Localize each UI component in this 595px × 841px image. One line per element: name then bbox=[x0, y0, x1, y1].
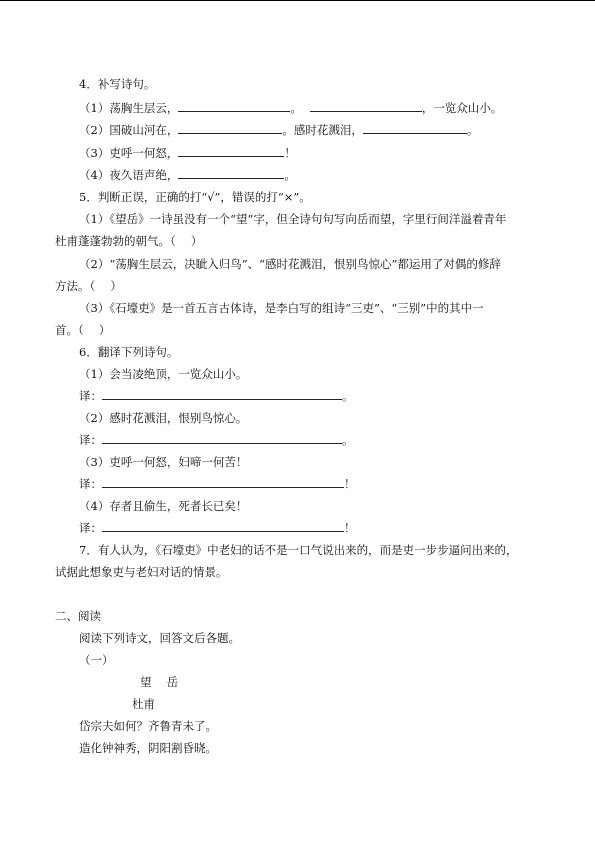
poem-title: 望 岳 bbox=[140, 675, 179, 689]
q6-translation-3: 译： ！ bbox=[79, 477, 356, 491]
q4-item-1-text: （1）荡胸生层云， bbox=[79, 101, 179, 115]
fill-blank[interactable] bbox=[310, 100, 422, 112]
fill-blank[interactable] bbox=[178, 100, 290, 112]
translation-blank[interactable] bbox=[102, 388, 342, 400]
q6-item-3: （3）吏呼一何怒，妇啼一何苦！ bbox=[79, 455, 248, 469]
poem-line-1: 岱宗夫如何？齐鲁青未了。 bbox=[79, 719, 217, 733]
fill-blank[interactable] bbox=[178, 145, 284, 157]
q6-item-2: （2）感时花溅泪，恨别鸟惊心。 bbox=[79, 411, 248, 425]
page-top-border bbox=[0, 0, 595, 1]
q5-item-2-line1: （2）“荡胸生层云，决眦入归鸟”、“感时花溅泪，恨别鸟惊心”都运用了对偶的修辞 bbox=[79, 257, 501, 271]
fill-blank[interactable] bbox=[178, 167, 284, 179]
translation-blank[interactable] bbox=[102, 476, 344, 488]
q6-heading: 6．翻译下列诗句。 bbox=[79, 345, 179, 359]
section-2-heading: 二、阅读 bbox=[55, 609, 101, 623]
q5-item-2-line2: 方法。（ ） bbox=[55, 279, 122, 293]
q5-item-1-line2: 杜甫蓬蓬勃勃的朝气。（ ） bbox=[55, 234, 203, 248]
translation-label: 译： bbox=[79, 477, 102, 491]
q4-item-2-text: （2）国破山河在， bbox=[79, 123, 179, 137]
q6-item-4: （4）存者且偷生，死者长已矣！ bbox=[79, 499, 248, 513]
translation-blank[interactable] bbox=[102, 432, 342, 444]
q6-translation-1: 译： 。 bbox=[79, 389, 354, 403]
q4-item-4-text: （4）夜久语声绝， bbox=[79, 168, 179, 182]
translation-blank[interactable] bbox=[102, 520, 344, 532]
q4-item-3-text: （3）吏呼一何怒， bbox=[79, 146, 179, 160]
q4-item-3: （3）吏呼一何怒， ！ bbox=[79, 146, 296, 160]
q4-item-4: （4）夜久语声绝， 。 bbox=[79, 168, 296, 182]
q5-heading: 5．判断正误，正确的打“√”，错误的打“×”。 bbox=[79, 190, 311, 204]
q4-item-1: （1）荡胸生层云， 。 ，一览众山小。 bbox=[79, 101, 503, 115]
q7-line1: 7．有人认为，《石壕吏》中老妇的话不是一口气说出来的，而是吏一步步逼问出来的， bbox=[79, 543, 518, 557]
translation-label: 译： bbox=[79, 521, 102, 535]
poem-line-2: 造化钟神秀，阴阳割昏晓。 bbox=[79, 741, 217, 755]
q6-item-1: （1）会当凌绝顶，一览众山小。 bbox=[79, 367, 248, 381]
passage-part-label: （一） bbox=[79, 653, 114, 667]
q5-item-3-line2: 首。（ ） bbox=[55, 323, 111, 337]
q5-item-3-line1: （3）《石壕吏》是一首五言古体诗，是李白写的组诗“三吏”、“三别”中的其中一 bbox=[79, 301, 484, 315]
q5-item-1-line1: （1）《望岳》一诗虽没有一个“望”字，但全诗句句写向岳而望，字里行间洋溢着青年 bbox=[79, 212, 507, 226]
fill-blank[interactable] bbox=[363, 122, 467, 134]
q4-heading: 4．补写诗句。 bbox=[79, 77, 156, 91]
fill-blank[interactable] bbox=[178, 122, 282, 134]
q7-line2: 试据此想象吏与老妇对话的情景。 bbox=[55, 565, 228, 579]
q6-translation-2: 译： 。 bbox=[79, 433, 354, 447]
translation-label: 译： bbox=[79, 389, 102, 403]
section-2-intro: 阅读下列诗文，回答文后各题。 bbox=[79, 631, 240, 645]
q4-item-2: （2）国破山河在， 。感时花溅泪， 。 bbox=[79, 123, 479, 137]
q6-translation-4: 译： ！ bbox=[79, 521, 356, 535]
poem-author: 杜甫 bbox=[132, 697, 155, 711]
translation-label: 译： bbox=[79, 433, 102, 447]
